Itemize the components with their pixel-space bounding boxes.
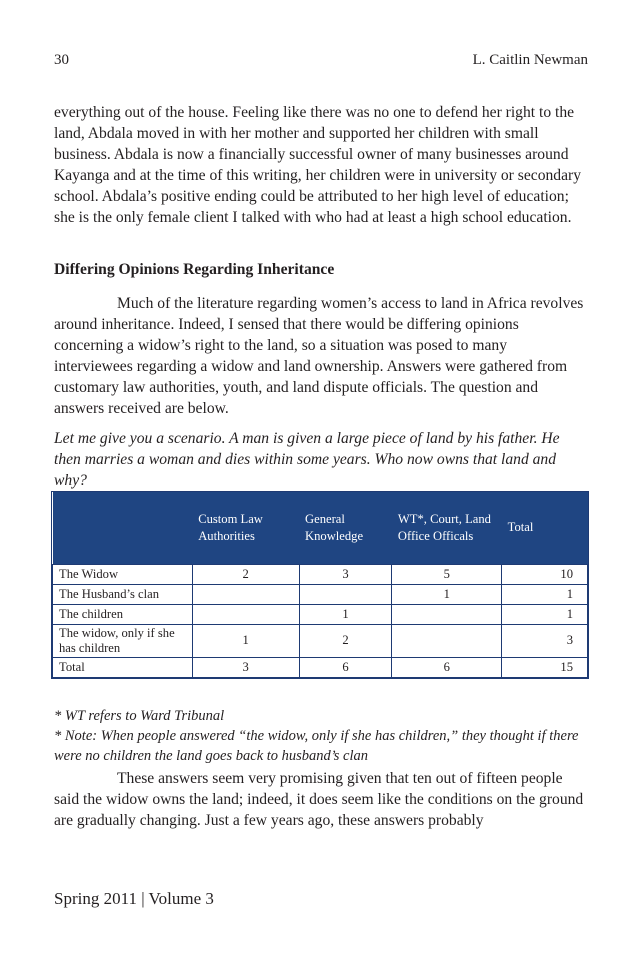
row-label: Total — [53, 657, 193, 677]
table-cell: 6 — [299, 657, 392, 677]
table-header-cell: WT*, Court, Land Office Officals — [397, 511, 491, 543]
table-header-cell: Custom Law Authorities — [198, 511, 263, 543]
table-cell: 2 — [192, 564, 299, 584]
table-cell: 1 — [502, 604, 588, 624]
table-cell — [192, 584, 299, 604]
table-row — [53, 624, 588, 657]
table-cell: 15 — [502, 657, 588, 677]
scenario-question: Let me give you a scenario. A man is given a large piece of land by his father. He then marries a woman and dies within some years. Who now owns that land and why? — [54, 430, 560, 489]
table-header-cell: General Knowledge — [305, 511, 364, 543]
table-cell: 1 — [299, 604, 392, 624]
table-cell: 2 — [299, 624, 392, 657]
table-cell: 3 — [192, 657, 299, 677]
footnote-widow: * Note: When people answered “the widow, only if she has children,” they thought if there were no children the land goes back to husband’s clan — [54, 728, 579, 764]
inheritance-table-grid — [52, 492, 588, 678]
running-head-author: L. Caitlin Newman — [472, 52, 588, 68]
table-row-total — [53, 657, 588, 677]
table-row — [53, 584, 588, 604]
table-cell — [392, 624, 502, 657]
table-header-cell: Total — [507, 520, 534, 535]
inheritance-table — [51, 491, 589, 679]
table-cell: 6 — [392, 657, 502, 677]
table-row — [53, 564, 588, 584]
table-cell: 5 — [392, 564, 502, 584]
table-cell: 10 — [502, 564, 588, 584]
table-cell: 1 — [502, 584, 588, 604]
page-number: 30 — [54, 52, 69, 68]
row-label: The Husband’s clan — [53, 584, 193, 604]
table-cell: 1 — [392, 584, 502, 604]
body-paragraph-2: Much of the literature regarding women’s access to land in Africa revolves around inheritance. Indeed, I sensed that there would be differing opinions concerning a widow’s right to the land, so a situation was posed to many interviewees regarding a widow and land ownership. Answers were gathered from customary law authorities, youth, and land dispute officials. The question and answers received are below. — [54, 295, 584, 417]
table-cell: 3 — [299, 564, 392, 584]
table-header-row — [53, 492, 588, 564]
footer-issue: Spring 2011 | Volume 3 — [54, 889, 214, 908]
table-cell — [392, 604, 502, 624]
table-row — [53, 604, 588, 624]
table-cell: 1 — [192, 624, 299, 657]
table-notes — [54, 706, 588, 766]
row-label: The children — [53, 604, 193, 624]
body-paragraph-3: These answers seem very promising given that ten out of fifteen people said the widow owns the land; indeed, it does seem like the conditions on the ground are gradually changing. Just a few years ago, these answers probably — [54, 770, 584, 829]
body-paragraph-1: everything out of the house. Feeling like there was no one to defend her right to the land, Abdala moved in with her mother and supported her children with small business. Abdala is now a financially successful owner of many businesses around Kayanga and at the time of this writing, her children were in university or secondary school. Abdala’s positive ending could be attributed to her high level of education; she is the only female client I talked with who had at least a high school education. — [54, 104, 581, 226]
table-cell — [192, 604, 299, 624]
table-cell: 3 — [502, 624, 588, 657]
table-cell — [299, 584, 392, 604]
section-heading: Differing Opinions Regarding Inheritance — [54, 261, 335, 278]
table-header-cell — [53, 492, 193, 564]
row-label: The Widow — [53, 564, 193, 584]
footnote-wt: * WT refers to Ward Tribunal — [54, 708, 225, 724]
row-label: The widow, only if she has children — [53, 624, 193, 657]
